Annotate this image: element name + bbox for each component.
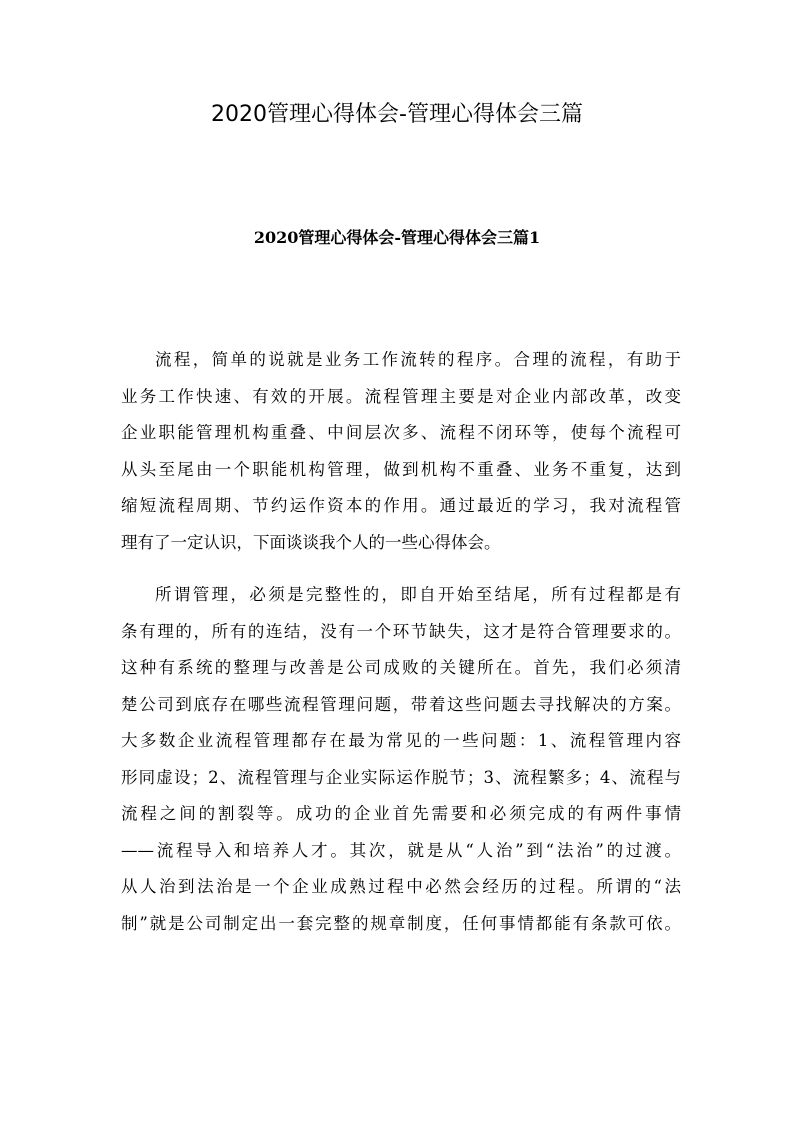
text-line: ——流程导入和培养人才。其次，就是从“人治”到“法治”的过渡。 xyxy=(121,840,681,860)
text-line: 流程之间的割裂等。成功的企业首先需要和必须完成的有两件事情 xyxy=(121,804,681,823)
text-line: 条有理的，所有的连结，没有一个环节缺失，这才是符合管理要求的。 xyxy=(121,621,681,641)
text-line: 大多数企业流程管理都存在最为常见的一些问题：1、流程管理内容 xyxy=(121,731,681,750)
text-line: 制”就是公司制定出一套完整的规章制度，任何事情都能有条款可依。 xyxy=(121,913,681,933)
paragraph-1 xyxy=(121,342,681,561)
text-line: 这种有系统的整理与改善是公司成败的关键所在。首先，我们必须清 xyxy=(121,658,681,677)
text-line: 业务工作快速、有效的开展。流程管理主要是对企业内部改革，改变 xyxy=(121,386,681,406)
text-line: 形同虚设；2、流程管理与企业实际运作脱节；3、流程繁多；4、流程与 xyxy=(121,767,681,787)
text-line: 所谓管理，必须是完整性的，即自开始至结尾，所有过程都是有 xyxy=(155,585,681,604)
text-line: 流程，简单的说就是业务工作流转的程序。合理的流程，有助于 xyxy=(155,350,681,369)
text-line: 缩短流程周期、节约运作资本的作用。通过最近的学习，我对流程管 xyxy=(121,496,681,515)
text-line: 企业职能管理机构重叠、中间层次多、流程不闭环等，使每个流程可 xyxy=(121,423,681,442)
section-heading: 2020管理心得体会-管理心得体会三篇1 xyxy=(253,228,541,247)
text-line: 楚公司到底存在哪些流程管理问题，带着这些问题去寻找解决的方案。 xyxy=(121,694,681,714)
document-body xyxy=(121,342,681,958)
text-line: 理有了一定认识，下面谈谈我个人的一些心得体会。 xyxy=(121,532,501,552)
document-title: 2020管理心得体会-管理心得体会三篇 xyxy=(211,102,583,127)
paragraph-2 xyxy=(121,577,681,942)
text-line: 从头至尾由一个职能机构管理，做到机构不重叠、业务不重复，达到 xyxy=(121,459,681,479)
text-line: 从人治到法治是一个企业成熟过程中必然会经历的过程。所谓的“法 xyxy=(121,877,681,896)
